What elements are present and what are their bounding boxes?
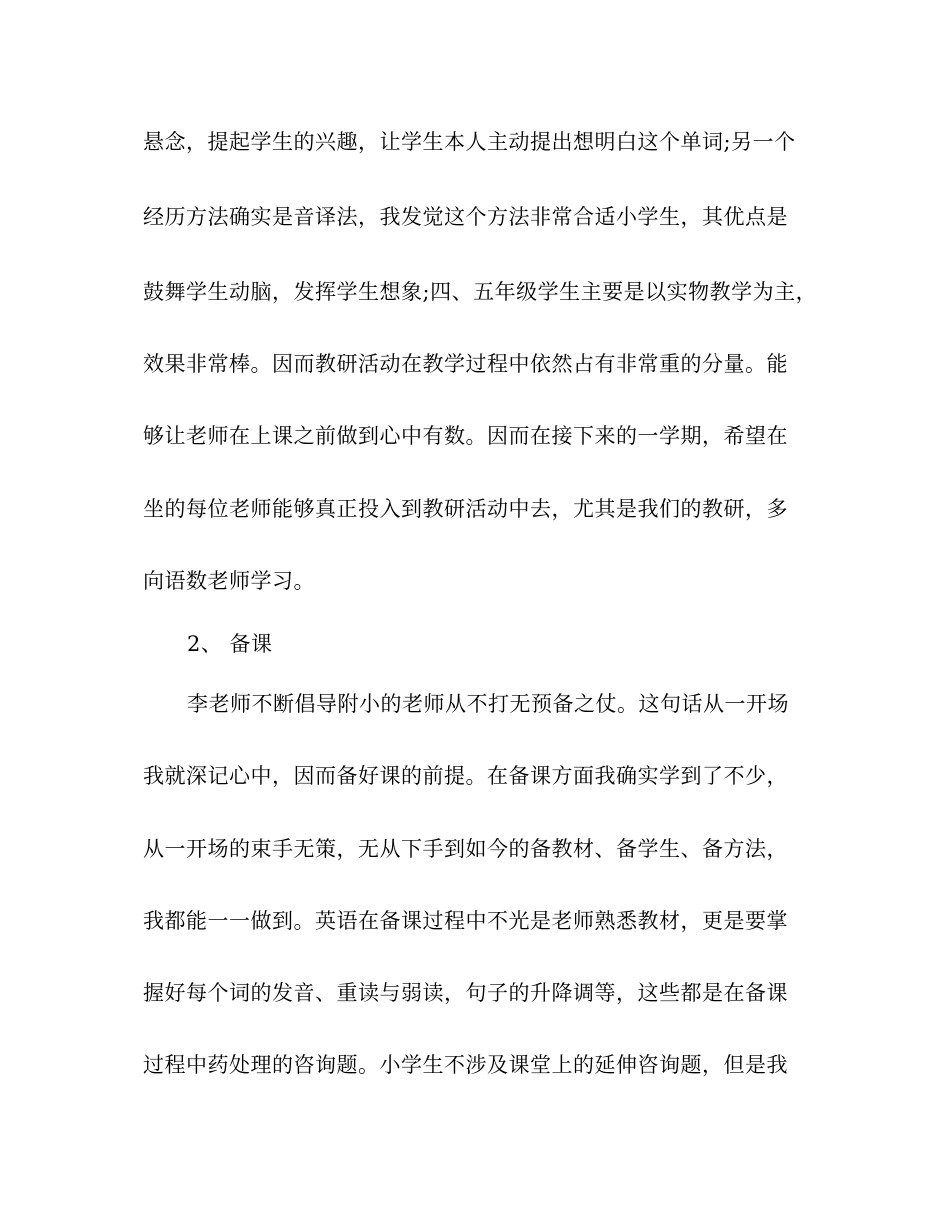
paragraph-line: 握好每个词的发音、重读与弱读，句子的升降调等，这些都是在备课 [143,981,788,1005]
paragraph-line: 效果非常棒。因而教研活动在教学过程中依然占有非常重的分量。能 [143,352,788,376]
paragraph-line: 我都能一一做到。英语在备课过程中不光是老师熟悉教材，更是要掌 [143,909,788,933]
paragraph-line: 李老师不断倡导附小的老师从不打无预备之仗。这句话从一开场 [187,692,789,716]
paragraph-line: 经历方法确实是音译法，我发觉这个方法非常合适小学生，其优点是 [143,205,788,229]
paragraph-line: 鼓舞学生动脑，发挥学生想象;四、五年级学生主要是以实物教学为主， [143,280,818,304]
paragraph-line: 悬念，提起学生的兴趣，让学生本人主动提出想明白这个单词;另一个 [143,130,796,154]
paragraph-line: 够让老师在上课之前做到心中有数。因而在接下来的一学期，希望在 [143,424,788,448]
paragraph-line: 从一开场的束手无策，无从下手到如今的备教材、备学生、备方法， [143,837,788,861]
section-heading: 2、 备课 [187,632,273,656]
paragraph-line: 向语数老师学习。 [143,569,315,593]
paragraph-line: 坐的每位老师能够真正投入到教研活动中去，尤其是我们的教研，多 [143,497,788,521]
paragraph-line: 我就深记心中，因而备好课的前提。在备课方面我确实学到了不少， [143,764,788,788]
paragraph-line: 过程中药处理的咨询题。小学生不涉及课堂上的延伸咨询题，但是我 [143,1053,788,1077]
